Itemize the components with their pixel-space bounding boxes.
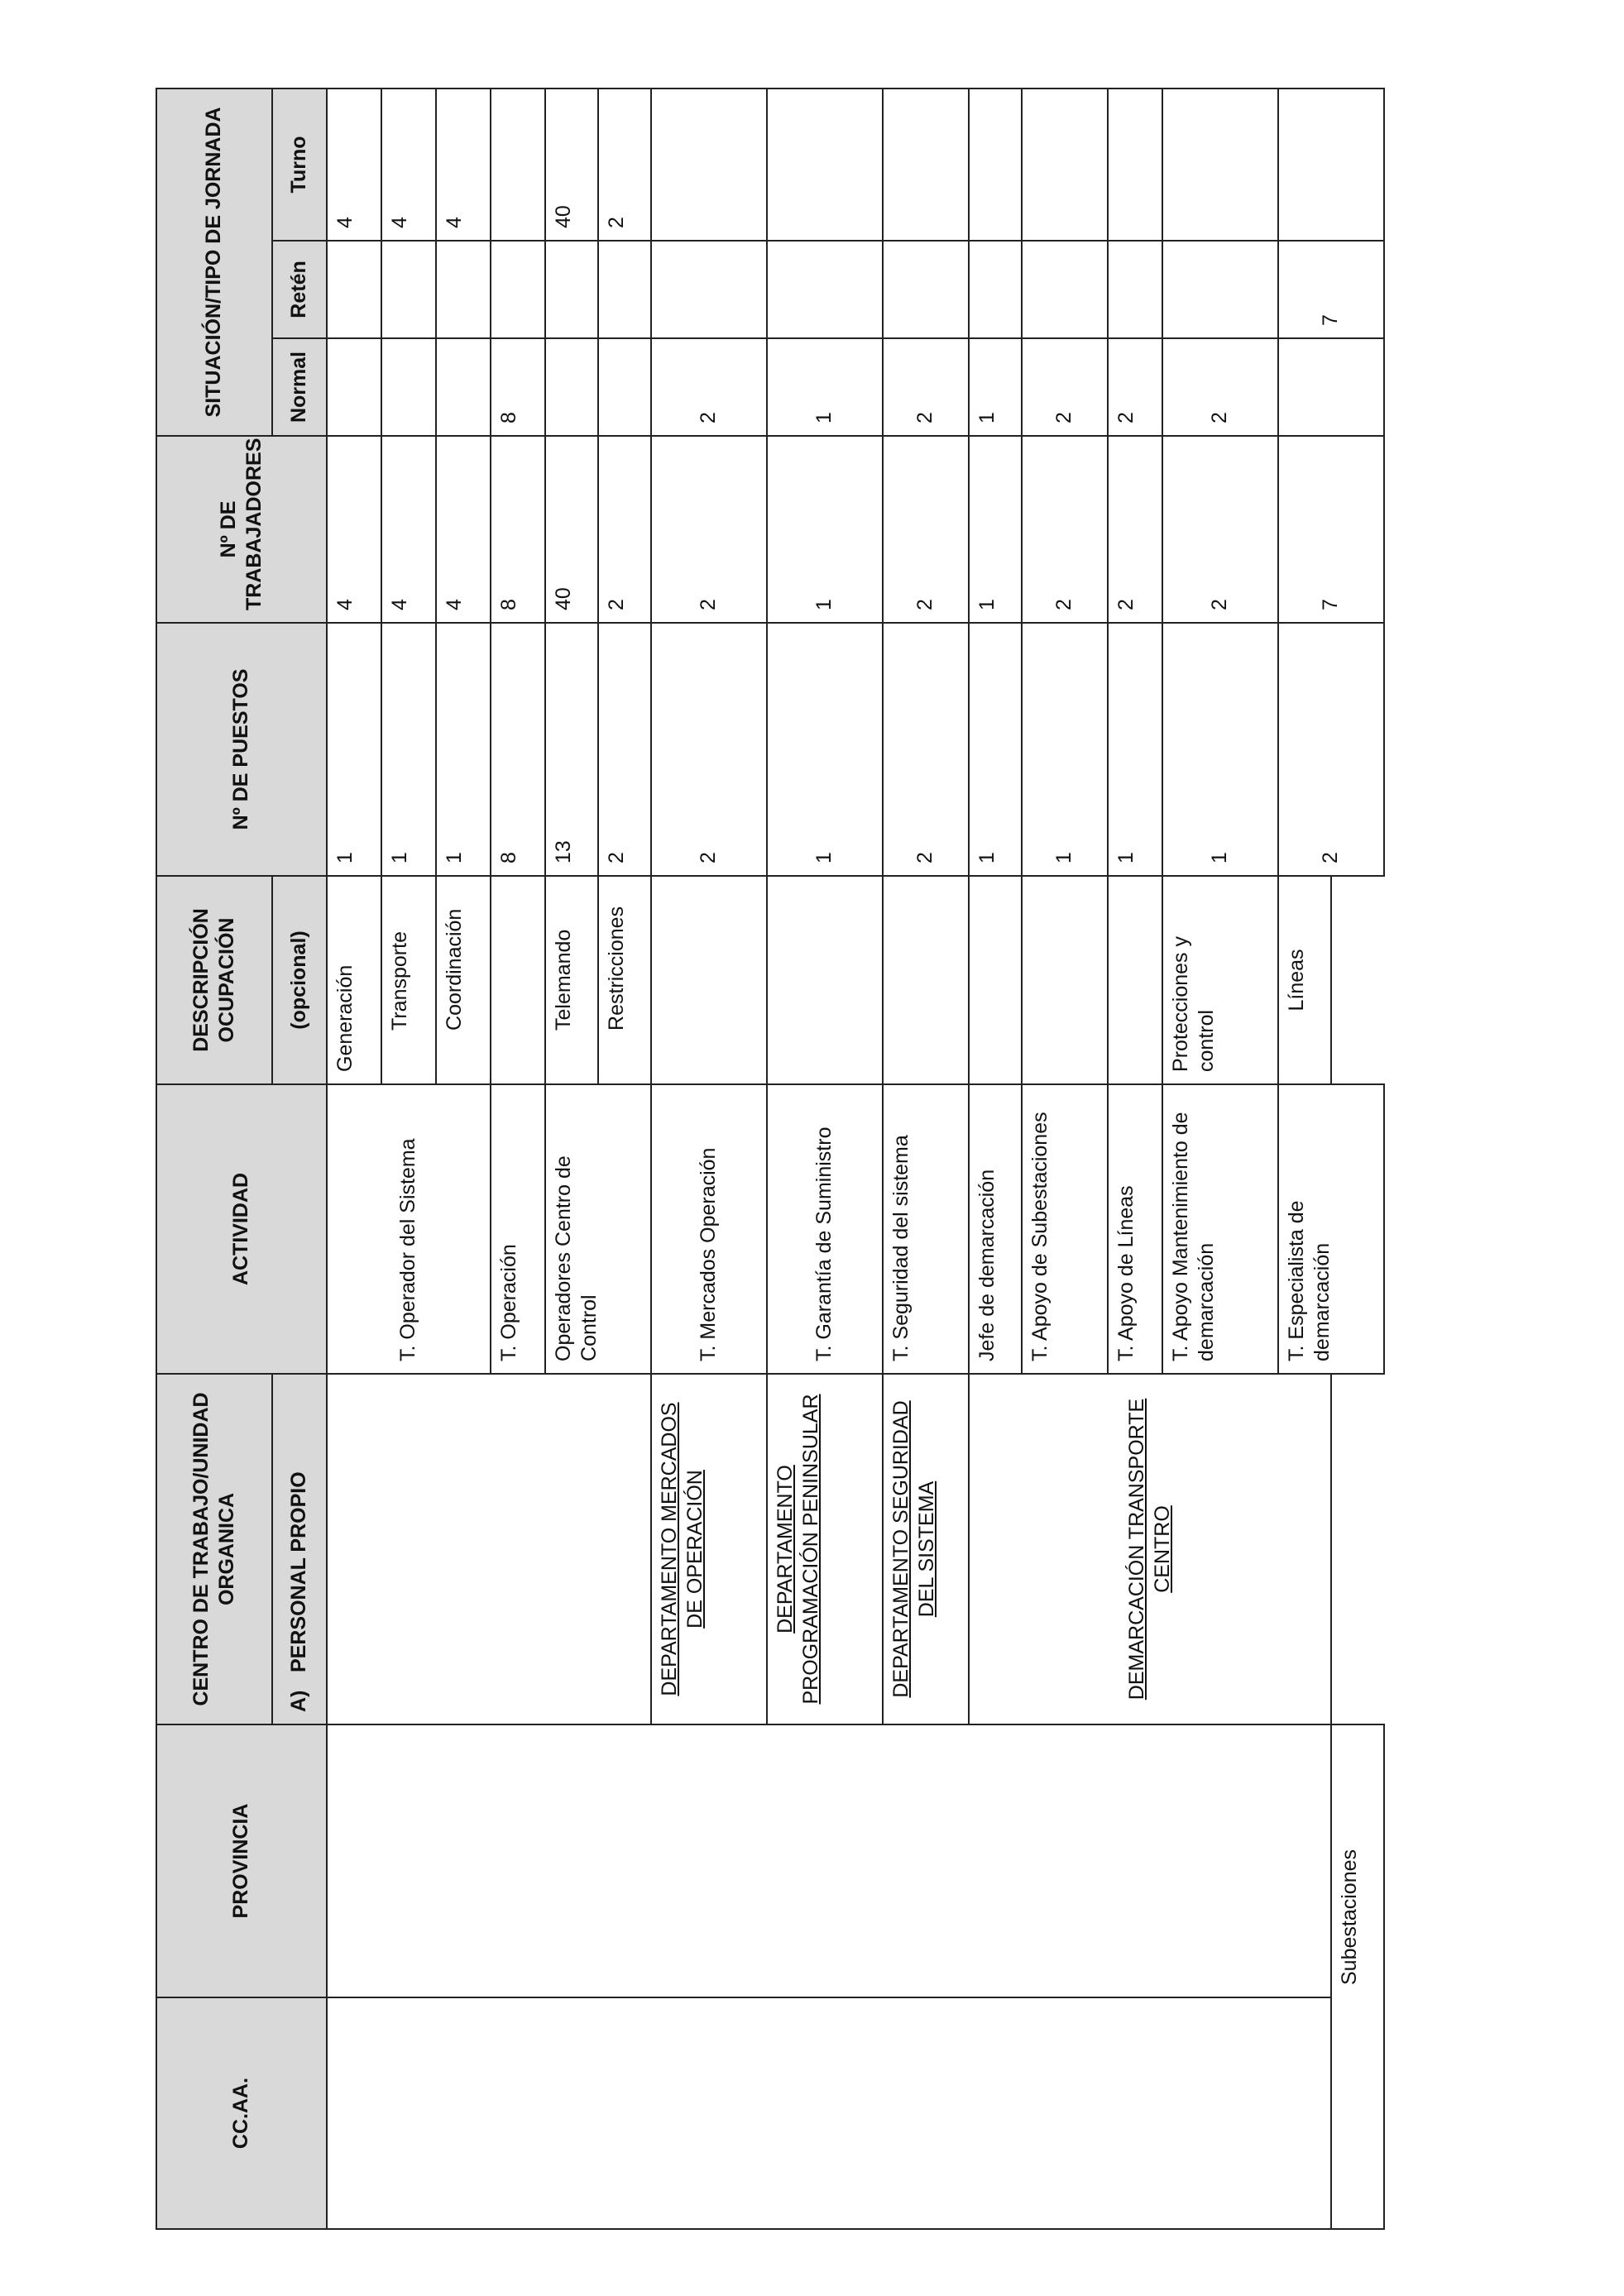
table-row-turno	[491, 88, 545, 241]
table-row-actividad: T. Apoyo Mantenimiento de demarcación	[1162, 1084, 1278, 1374]
table-row-trabajadores: 7	[1278, 436, 1384, 623]
table-row-descripcion: Restricciones	[598, 876, 651, 1084]
table-row-descripcion: Coordinación	[436, 876, 491, 1084]
table-row-puestos: 1	[969, 623, 1022, 876]
table-row-reten	[491, 241, 545, 338]
header-situacion: SITUACIÓN/TIPO DE JORNADA	[156, 88, 272, 436]
table-row-turno: 4	[436, 88, 491, 241]
table-row-reten	[327, 241, 381, 338]
table-row-puestos: 13	[545, 623, 598, 876]
table-row-reten	[381, 241, 436, 338]
table-row-normal: 2	[1108, 338, 1162, 436]
table-row-puestos: 2	[598, 623, 651, 876]
table-row-normal: 1	[767, 338, 883, 436]
table-row-turno	[883, 88, 969, 241]
table-row-reten	[1022, 241, 1108, 338]
table-row-trabajadores: 1	[767, 436, 883, 623]
table-row-descripcion: Generación	[327, 876, 381, 1084]
table-row-turno	[1022, 88, 1108, 241]
table-row-puestos: 8	[491, 623, 545, 876]
header-puestos: Nº DE PUESTOS	[156, 623, 327, 876]
header-provincia: PROVINCIA	[156, 1724, 327, 1997]
header-descripcion-opcional: (opcional)	[272, 876, 327, 1084]
table-row-normal: 2	[883, 338, 969, 436]
table-row-normal: 2	[1162, 338, 1278, 436]
table-row-puestos: 2	[883, 623, 969, 876]
table-row-actividad: T. Operación	[491, 1084, 545, 1374]
table-row-actividad: T. Garantía de Suministro	[767, 1084, 883, 1374]
table-row-turno	[1108, 88, 1162, 241]
table-row-actividad: T. Mercados Operación	[651, 1084, 767, 1374]
table-row-reten	[651, 241, 767, 338]
table-row-descripcion	[1108, 876, 1162, 1084]
table-row-actividad: T. Seguridad del sistema	[883, 1084, 969, 1374]
provincia-cell	[327, 1724, 1331, 1997]
table-row-normal: 2	[1022, 338, 1108, 436]
ccaa-cell	[327, 1997, 1331, 2229]
table-row-reten	[1108, 241, 1162, 338]
table-row-actividad: T. Apoyo de Líneas	[1108, 1084, 1162, 1374]
header-actividad: ACTIVIDAD	[156, 1084, 327, 1374]
table-row-turno	[969, 88, 1022, 241]
table-row-trabajadores: 8	[491, 436, 545, 623]
table-row-trabajadores: 2	[1022, 436, 1108, 623]
table-row-normal: 1	[969, 338, 1022, 436]
table-row-reten: 7	[1278, 241, 1384, 338]
table-row-puestos: 1	[1162, 623, 1278, 876]
table-row-reten	[969, 241, 1022, 338]
table-row-normal: 8	[491, 338, 545, 436]
table-row-descripcion	[1022, 876, 1108, 1084]
header-reten: Retén	[272, 241, 327, 338]
unit-mercados: DEPARTAMENTO MERCADOS DE OPERACIÓN	[651, 1374, 767, 1724]
table-row-normal	[598, 338, 651, 436]
header-centro: CENTRO DE TRABAJO/UNIDAD ORGANICA	[156, 1374, 272, 1724]
table-row-puestos: 2	[1278, 623, 1384, 876]
section-title: PERSONAL PROPIO	[287, 1471, 311, 1672]
table-row-normal	[1278, 338, 1384, 436]
table-row-turno: 4	[381, 88, 436, 241]
table-row-descripcion	[969, 876, 1022, 1084]
centro-cell-blank	[327, 1374, 651, 1724]
table-row-descripcion: Telemando	[545, 876, 598, 1084]
header-ccaa: CC.AA.	[156, 1997, 327, 2229]
table-row-descripcion	[767, 876, 883, 1084]
table-row-reten	[545, 241, 598, 338]
table-row-actividad: T. Operador del Sistema	[327, 1084, 491, 1374]
table-row-normal: 2	[651, 338, 767, 436]
table-row-trabajadores: 2	[1108, 436, 1162, 623]
table-row-reten	[1162, 241, 1278, 338]
table-row-descripcion-2: Subestaciones	[1331, 1724, 1384, 1997]
header-normal: Normal	[272, 338, 327, 436]
table-row-puestos: 1	[381, 623, 436, 876]
table-row-turno	[1278, 88, 1384, 241]
table-row-descripcion: Líneas	[1278, 876, 1331, 1084]
table-row-actividad: Operadores Centro de Control	[545, 1084, 651, 1374]
section-header	[272, 1374, 327, 1724]
table-row-descripcion	[651, 876, 767, 1084]
table-row-turno	[651, 88, 767, 241]
table-row-turno: 40	[545, 88, 598, 241]
table-row-descripcion	[883, 876, 969, 1084]
table-row-trabajadores: 2	[1162, 436, 1278, 623]
table-row-puestos: 1	[1108, 623, 1162, 876]
section-letter: A)	[287, 1690, 311, 1712]
table-row-trabajadores: 2	[883, 436, 969, 623]
table-row-reten	[883, 241, 969, 338]
table-row-actividad: T. Apoyo de Subestaciones	[1022, 1084, 1108, 1374]
table-row-reten	[598, 241, 651, 338]
table-row-normal	[545, 338, 598, 436]
table-row-reten	[436, 241, 491, 338]
table-row-turno: 4	[327, 88, 381, 241]
table-row-normal	[436, 338, 491, 436]
table-row-trabajadores: 2	[598, 436, 651, 623]
table-row-trabajadores: 40	[545, 436, 598, 623]
table-row-normal	[381, 338, 436, 436]
header-trabajadores: Nº DE TRABAJADORES	[156, 436, 327, 623]
table-row-turno	[767, 88, 883, 241]
table-row-trabajadores: 4	[381, 436, 436, 623]
table-row-trabajadores: 4	[436, 436, 491, 623]
table-row-actividad: Jefe de demarcación	[969, 1084, 1022, 1374]
table-row-descripcion: Protecciones y control	[1162, 876, 1278, 1084]
table-row-trabajadores: 1	[969, 436, 1022, 623]
table-row-reten	[767, 241, 883, 338]
table-row-normal	[327, 338, 381, 436]
header-descripcion: DESCRIPCIÓN OCUPACIÓN	[156, 876, 272, 1084]
table-row-actividad: T. Especialista de demarcación	[1278, 1084, 1384, 1374]
table-row-puestos: 1	[436, 623, 491, 876]
table-row-puestos: 2	[651, 623, 767, 876]
table-row-puestos: 1	[327, 623, 381, 876]
unit-seguridad: DEPARTAMENTO SEGURIDAD DEL SISTEMA	[883, 1374, 969, 1724]
descripcion-spacer	[1331, 1997, 1384, 2229]
staff-table	[156, 88, 1385, 2230]
rotated-table-wrapper	[156, 89, 1373, 2230]
table-row-turno	[1162, 88, 1278, 241]
table-row-trabajadores: 2	[651, 436, 767, 623]
table-row-descripcion: Transporte	[381, 876, 436, 1084]
table-row-trabajadores: 4	[327, 436, 381, 623]
unit-demarcacion: DEMARCACIÓN TRANSPORTE CENTRO	[969, 1374, 1331, 1724]
table-row-descripcion	[491, 876, 545, 1084]
unit-programacion: DEPARTAMENTO PROGRAMACIÓN PENINSULAR	[767, 1374, 883, 1724]
table-row-puestos: 1	[767, 623, 883, 876]
table-row-puestos: 1	[1022, 623, 1108, 876]
table-row-turno: 2	[598, 88, 651, 241]
header-turno: Turno	[272, 88, 327, 241]
